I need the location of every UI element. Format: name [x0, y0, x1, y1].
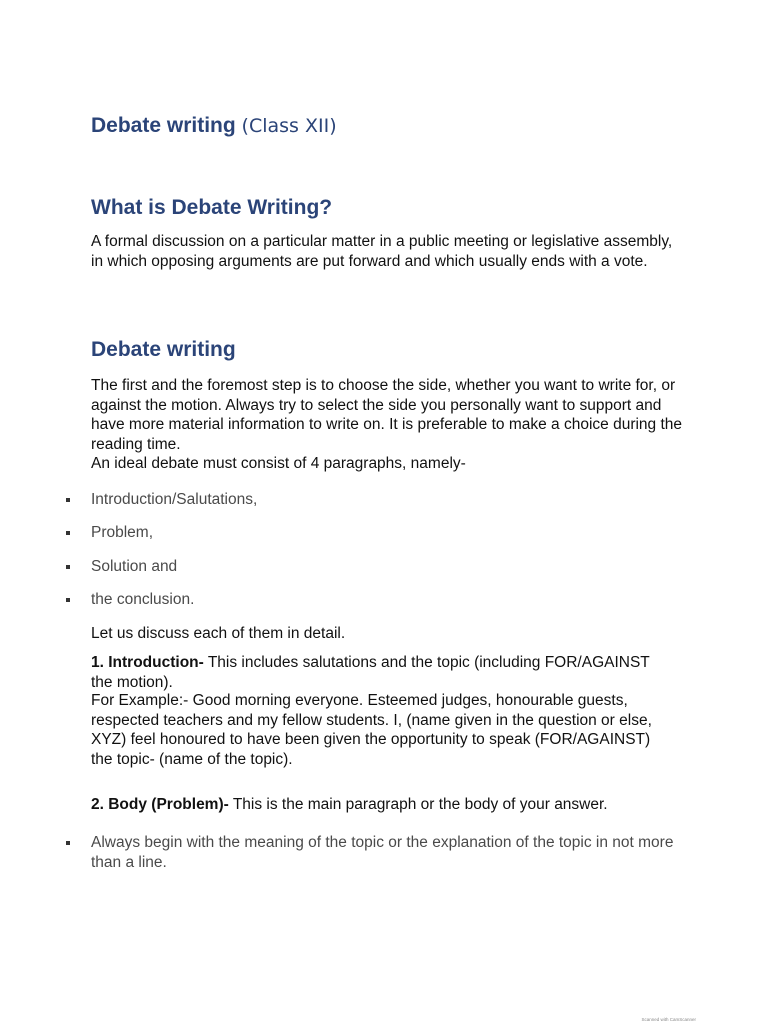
section-heading-what-is: What is Debate Writing?: [91, 196, 333, 219]
introduction-paragraph: [91, 653, 651, 692]
section-steps-paragraph: The first and the foremost step is to choose the side, whether you want to write for, or against the motion. Always try to select the side you personally want to support and have more material information to write on. It is preferable to make a choice during the reading time.: [91, 377, 683, 453]
list-item: the conclusion.: [66, 590, 686, 610]
section-definition-paragraph: A formal discussion on a particular matter in a public meeting or legislative assembly, in which opposing arguments are put forward and which usually ends with a vote.: [91, 233, 673, 270]
scanner-watermark: Scanned with CamScanner: [641, 1017, 696, 1022]
section-heading-debate-writing: Debate writing: [91, 338, 236, 361]
introduction-text: This includes salutations and the topic (including FOR/AGAINST the motion).: [91, 654, 650, 691]
section-namely-line: An ideal debate must consist of 4 paragraphs, namely-: [91, 455, 466, 472]
bullet-icon: [66, 565, 70, 569]
discuss-line: Let us discuss each of them in detail.: [91, 625, 346, 642]
bullet-icon: [66, 841, 70, 845]
body-paragraph: [91, 795, 691, 815]
body-text: This is the main paragraph or the body of your answer.: [228, 796, 608, 813]
document-title: [91, 114, 337, 138]
bullet-icon: [66, 498, 70, 502]
list-item: Always begin with the meaning of the topic or the explanation of the topic in not more than a line.: [66, 833, 676, 872]
bullet-icon: [66, 598, 70, 602]
title-main: Debate writing: [91, 114, 236, 137]
introduction-label: 1. Introduction-: [91, 654, 204, 671]
introduction-example: For Example:- Good morning everyone. Esteemed judges, honourable guests, respected teachers and my fellow students. I, (name given in the question or else, XYZ) feel honoured to have been given the opportunity to speak (FOR/AGAINST) the topic- (name of the topic).: [91, 692, 652, 768]
list-item: Problem,: [66, 523, 686, 543]
list-item: Solution and: [66, 557, 686, 577]
title-class: (Class XII): [241, 115, 337, 137]
list-item: Introduction/Salutations,: [66, 490, 686, 510]
body-label: 2. Body (Problem)-: [91, 796, 229, 813]
bullet-icon: [66, 531, 70, 535]
